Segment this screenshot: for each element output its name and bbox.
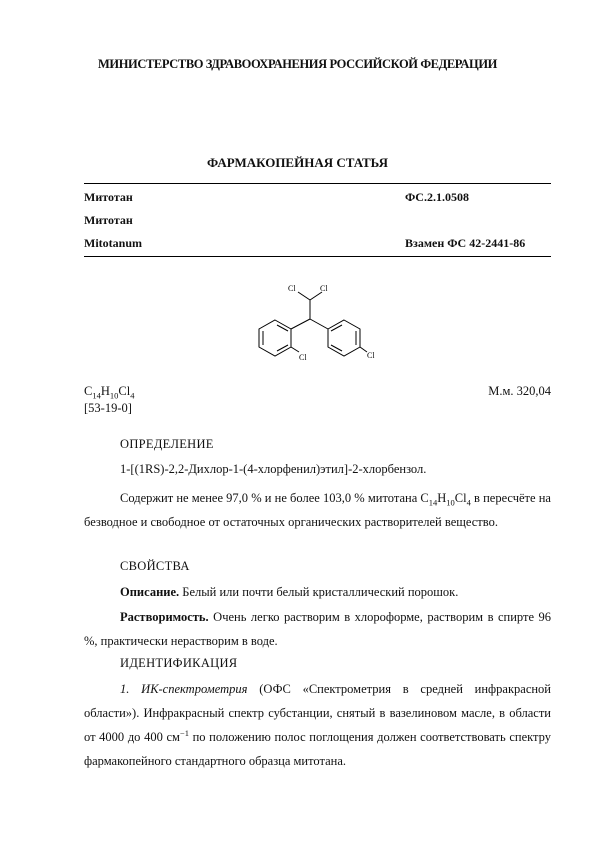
section-heading-identification: ИДЕНТИФИКАЦИЯ <box>120 656 238 670</box>
cas-number: [53-19-0] <box>84 401 132 415</box>
replaces-reference: Взамен ФС 42-2441-86 <box>405 236 526 250</box>
iupac-name: 1-[(1RS)-2,2-Дихлор-1-(4-хлорфенил)этил]-2-хлорбензол. <box>120 462 427 476</box>
drug-name-ru: Митотан <box>84 190 133 204</box>
atom-label-cl-3: Cl <box>299 353 307 362</box>
atom-label-cl-4: Cl <box>367 351 375 360</box>
document-title: ФАРМАКОПЕЙНАЯ СТАТЬЯ <box>207 155 388 170</box>
molecular-weight: М.м. 320,04 <box>488 384 551 398</box>
section-heading-definition: ОПРЕДЕЛЕНИЕ <box>120 437 214 451</box>
atom-label-cl-2: Cl <box>320 284 328 293</box>
header-row-3 <box>84 236 551 251</box>
header-row-1 <box>84 190 551 205</box>
ministry-header: МИНИСТЕРСТВО ЗДРАВООХРАНЕНИЯ РОССИЙСКОЙ ФЕДЕРАЦИИ <box>98 57 497 71</box>
atom-label-cl-1: Cl <box>288 284 296 293</box>
molecular-formula: $C_{14}H_{10}Cl_4$ <box>84 384 135 401</box>
header-row-2 <box>84 213 551 228</box>
chemical-structure <box>240 276 390 371</box>
section-heading-properties: СВОЙСТВА <box>120 559 190 573</box>
ir-spectrometry-paragraph: 1. ИК-спектрометрия (ОФС «Спектрометрия в средней инфракрасной области»). Инфракрасный спектр субстанции, снятый в вазелиновом масле, в области от 4000 до 400 $см^{-1}$ по положению полос поглощения должен соответствовать спектру фармакопейного стандартного образца митотана. <box>84 682 551 768</box>
drug-name-latin: Mitotanum <box>84 236 142 250</box>
header-top-rule <box>84 183 551 184</box>
solubility-paragraph: Растворимость. Очень легко растворим в хлороформе, растворим в спирте 96 %, практически нерастворим в воде. <box>84 610 551 648</box>
content-paragraph: Содержит не менее 97,0 % и не более 103,0 % митотана $C_{14}H_{10}Cl_4$ в пересчёте на безводное и свободное от остаточных органических растворителей вещество. <box>84 491 551 529</box>
header-bottom-rule <box>84 256 551 257</box>
drug-name-ru-2: Митотан <box>84 213 133 227</box>
monograph-code: ФС.2.1.0508 <box>405 190 469 204</box>
description-paragraph: Описание. Белый или почти белый кристаллический порошок. <box>120 585 459 599</box>
